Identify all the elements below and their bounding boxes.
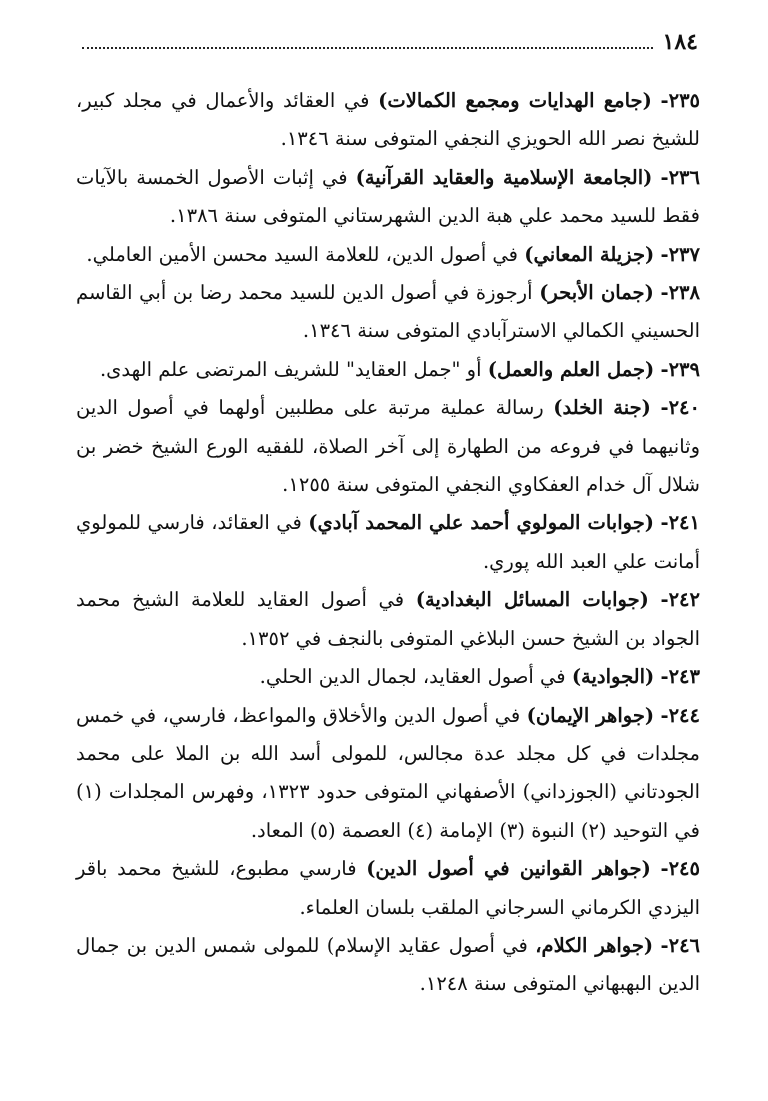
entry-number: ٢٤٣- <box>660 665 700 689</box>
entry-text: في إثبات الأصول الخمسة بالآيات فقط للسيد محمد علي هبة الدين الشهرستاني المتوفى سنة ١٣٨٦. <box>76 165 700 228</box>
entry-number: ٢٣٩- <box>660 357 700 381</box>
entry-text: في أصول العقايد للعلامة الشيخ محمد الجواد بن الشيخ حسن البلاغي المتوفى بالنجف في ١٣٥٢. <box>76 588 700 650</box>
entry-text: في أصول عقايد الإسلام) للمولى شمس الدين بن جمال الدين البهبهاني المتوفى سنة ١٢٤٨. <box>76 933 700 996</box>
entry-text: أو "جمل العقايد" للشريف المرتضى علم الهدى. <box>99 357 482 381</box>
entry-number: ٢٤٥- <box>660 857 700 881</box>
entry-text: فارسي مطبوع، للشيخ محمد باقر اليزدي الكرماني السرجاني الملقب بلسان العلماء. <box>76 857 700 919</box>
page-header <box>82 24 698 54</box>
entry-239 <box>76 351 700 389</box>
entry-243 <box>76 658 700 696</box>
entry-text: في العقائد، فارسي للمولوي أمانت علي العبد الله پوري. <box>76 511 700 573</box>
entry-number: ٢٣٥- <box>660 89 701 112</box>
entries-list <box>76 82 700 1004</box>
entry-text: في أصول العقايد، لجمال الدين الحلي. <box>259 665 566 689</box>
entry-title: (جواهر الكلام، <box>535 933 654 957</box>
dotted-rule <box>82 47 653 49</box>
entry-title: (جوابات المسائل البغدادية) <box>415 588 649 612</box>
entry-text: رسالة عملية مرتبة على مطلبين أولهما في أصول الدين وثانيهما في فروعه من الطهارة إلى آخر الصلاة، للفقيه الورع الشيخ خضر بن شلال آل خدام العفكاوي النجفي المتوفى سنة ١٢٥٥. <box>76 396 700 497</box>
entry-240 <box>76 389 700 504</box>
entry-number: ٢٤٠- <box>660 396 700 420</box>
entry-title: (جزيلة المعاني) <box>524 242 655 266</box>
entry-238 <box>76 274 700 351</box>
entry-number: ٢٣٦- <box>660 165 700 189</box>
entry-235 <box>76 82 700 159</box>
entry-title: (جواهر الإيمان) <box>526 703 655 727</box>
entry-number: ٢٤١- <box>660 511 700 535</box>
entry-246 <box>76 927 700 1004</box>
entry-title: (جمان الأبحر) <box>539 281 654 305</box>
entry-236 <box>76 159 700 236</box>
entry-237 <box>76 236 700 274</box>
entry-text: في العقائد والأعمال في مجلد كبير، للشيخ نصر الله الحويزي النجفي المتوفى سنة ١٣٤٦. <box>76 89 700 151</box>
entry-title: (جواهر القوانين في أصول الدين) <box>366 857 651 881</box>
page-number: ١٨٤ <box>662 29 698 55</box>
entry-number: ٢٣٧- <box>660 242 700 266</box>
entry-number: ٢٤٦- <box>660 933 701 957</box>
entry-text: في أصول الدين والأخلاق والمواعظ، فارسي، في خمس مجلدات في كل مجلد عدة مجالس، للمولى أسد الله بن الملا على محمد الجودتاني (الجوزداني) الأصفهاني المتوفى حدود ١٣٢٣، وفهرس المجلدات (١) في التوحيد (٢) النبوة (٣) الإمامة (٤) العصمة (٥) المعاد. <box>76 703 700 842</box>
entry-number: ٢٣٨- <box>660 281 700 305</box>
entry-text: أرجوزة في أصول الدين للسيد محمد رضا بن أبي القاسم الحسيني الكمالي الاسترآبادي المتوفى سنة ١٣٤٦. <box>76 281 700 343</box>
entry-number: ٢٤٢- <box>660 588 700 612</box>
entry-245 <box>76 850 700 927</box>
entry-title: (جمل العلم والعمل) <box>487 357 655 381</box>
entry-242 <box>76 581 700 658</box>
entry-title: (جوابات المولوي أحمد علي المحمد آبادي) <box>308 511 655 535</box>
entry-title: (جنة الخلد) <box>553 396 651 420</box>
entry-title: (جامع الهدايات ومجمع الكمالات) <box>378 89 652 112</box>
entry-title: (الجامعة الإسلامية والعقايد القرآنية) <box>355 165 653 189</box>
entry-241 <box>76 504 700 581</box>
entry-244 <box>76 697 700 851</box>
entry-number: ٢٤٤- <box>660 703 700 727</box>
entry-text: في أصول الدين، للعلامة السيد محسن الأمين العاملي. <box>86 242 519 266</box>
entry-title: (الجوادية) <box>571 665 655 689</box>
